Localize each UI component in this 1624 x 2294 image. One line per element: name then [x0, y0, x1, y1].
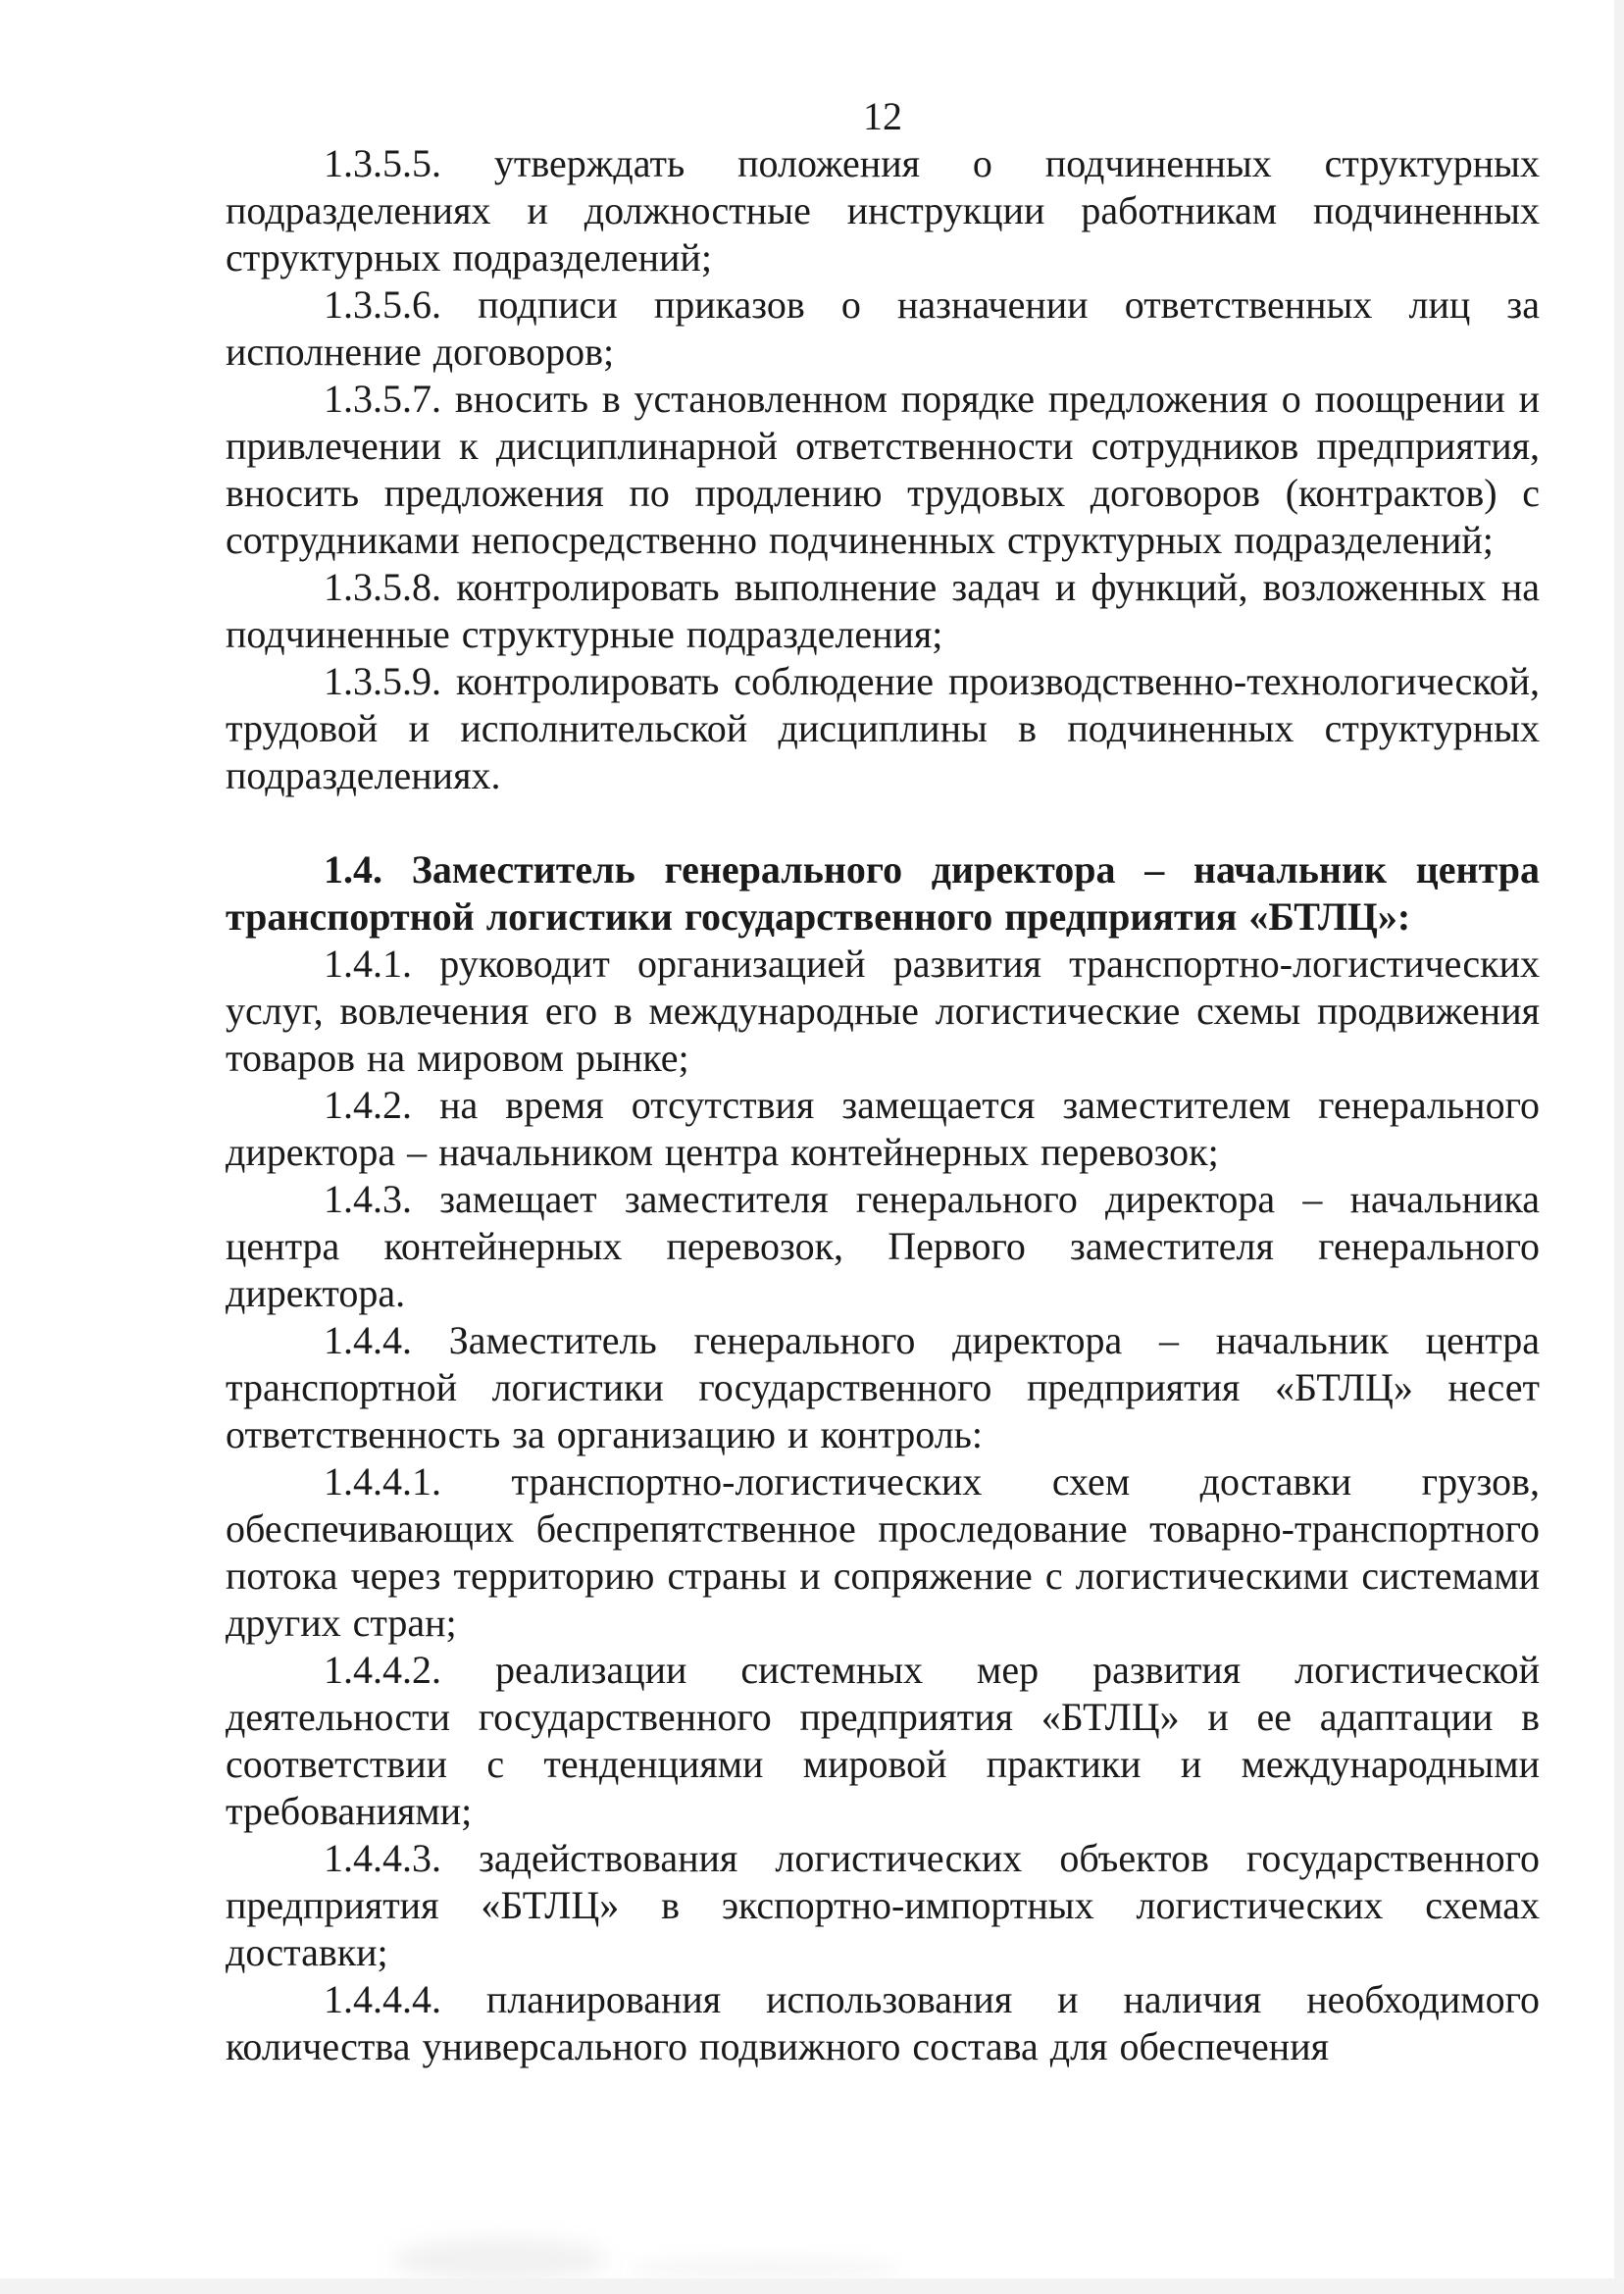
- scan-edge-bottom-artifact: [0, 2278, 1624, 2294]
- paragraph-1-4-1: 1.4.1. руководит организацией развития транспортно-логистических услуг, вовлечения его в международные логистические схемы продвижения товаров на мировом рынке;: [226, 942, 1540, 1080]
- paragraph-1-3-5-6: 1.3.5.6. подписи приказов о назначении ответственных лиц за исполнение договоров;: [226, 282, 1540, 374]
- paragraph-1-4-4: 1.4.4. Заместитель генерального директора – начальник центра транспортной логистики государственного предприятия «БТЛЦ» несет ответственность за организацию и контроль:: [226, 1318, 1540, 1456]
- scan-edge-right-artifact: [1614, 0, 1624, 2294]
- paragraph-1-3-5-7: 1.3.5.7. вносить в установленном порядке предложения о поощрении и привлечении к дисциплинарной ответственности сотрудников предприятия, вносить предложения по продлению трудовых договоров (контрактов) с сотрудниками непосредственно подчиненных структурных подразделений;: [226, 377, 1540, 562]
- paragraph-1-4-4-4: 1.4.4.4. планирования использования и наличия необходимого количества универсального подвижного состава для обеспечения: [226, 1977, 1540, 2068]
- paragraph-1-4-3: 1.4.3. замещает заместителя генерального директора – начальника центра контейнерных перевозок, Первого заместителя генерального директора.: [226, 1177, 1540, 1315]
- paragraph-1-3-5-8: 1.3.5.8. контролировать выполнение задач и функций, возложенных на подчиненные структурные подразделения;: [226, 565, 1540, 656]
- paragraph-1-4-4-1: 1.4.4.1. транспортно-логистических схем доставки грузов, обеспечивающих беспрепятственное проследование товарно-транспортного потока через территорию страны и сопряжение с логистическими системами других стран;: [226, 1459, 1540, 1645]
- paragraph-1-4-4-3: 1.4.4.3. задействования логистических объектов государственного предприятия «БТЛЦ» в экспортно-импортных логистических схемах доставки;: [226, 1836, 1540, 1974]
- section-heading-1-4: 1.4. Заместитель генерального директора – начальник центра транспортной логистики государственного предприятия «БТЛЦ»:: [226, 847, 1540, 939]
- page-number: 12: [863, 94, 902, 138]
- paragraph-1-3-5-5: 1.3.5.5. утверждать положения о подчиненных структурных подразделениях и должностные инструкции работникам подчиненных структурных подразделений;: [226, 141, 1540, 280]
- scan-smudge-artifact: [392, 2238, 608, 2281]
- paragraph-1-3-5-9: 1.3.5.9. контролировать соблюдение производственно-технологической, трудовой и исполнительской дисциплины в подчиненных структурных подразделениях.: [226, 659, 1540, 797]
- paragraph-1-4-2: 1.4.2. на время отсутствия замещается заместителем генерального директора – начальником центра контейнерных перевозок;: [226, 1083, 1540, 1174]
- paragraph-1-4-4-2: 1.4.4.2. реализации системных мер развития логистической деятельности государственного предприятия «БТЛЦ» и ее адаптации в соответствии с тенденциями мировой практики и международными требованиями;: [226, 1648, 1540, 1833]
